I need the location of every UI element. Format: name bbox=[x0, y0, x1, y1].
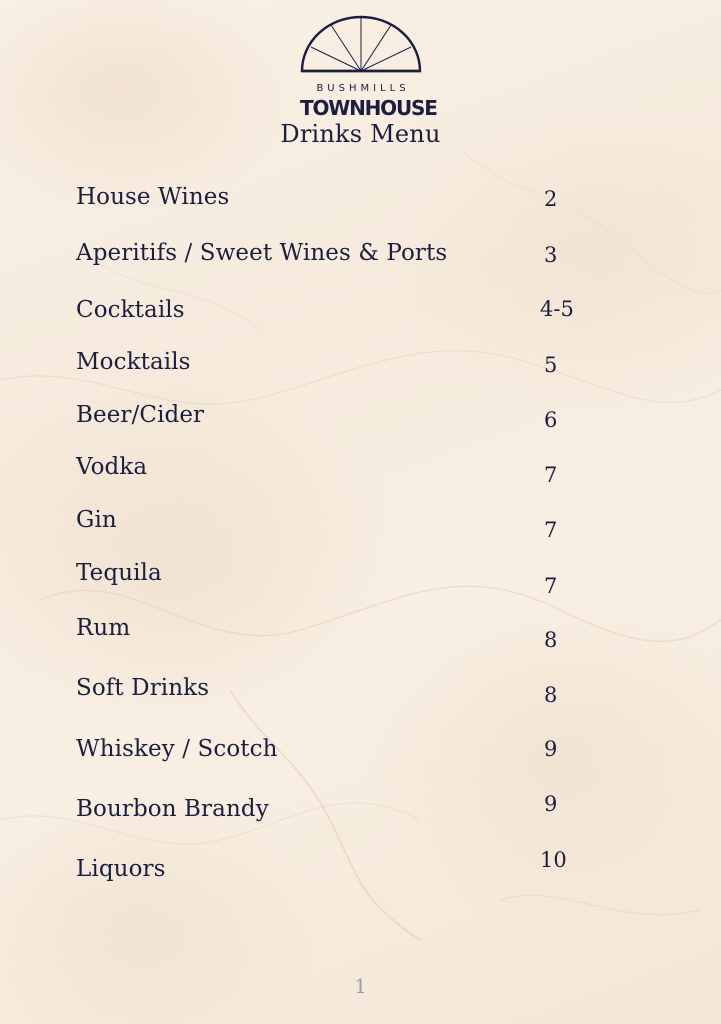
contents-page-tequila: 7 bbox=[544, 574, 558, 598]
contents-item-mocktails: Mocktails bbox=[76, 349, 191, 375]
contents-page-rum: 8 bbox=[544, 628, 558, 652]
contents-page-whiskey-scotch: 9 bbox=[544, 737, 558, 761]
contents-page-vodka: 7 bbox=[544, 463, 558, 487]
brand-top-text: BUSHMILLS bbox=[316, 83, 410, 94]
contents-page-aperitifs: 3 bbox=[544, 243, 558, 267]
contents-page-house-wines: 2 bbox=[544, 187, 558, 211]
page-number: 1 bbox=[354, 974, 367, 998]
contents-page-gin: 7 bbox=[544, 518, 558, 542]
contents-page-cocktails: 4-5 bbox=[540, 297, 574, 321]
contents-page-beer-cider: 6 bbox=[544, 408, 558, 432]
page-title: Drinks Menu bbox=[280, 120, 441, 148]
contents-page-soft-drinks: 8 bbox=[544, 683, 558, 707]
contents-item-bourbon-brandy: Bourbon Brandy bbox=[76, 796, 269, 822]
contents-item-whiskey-scotch: Whiskey / Scotch bbox=[76, 736, 278, 762]
contents-item-vodka: Vodka bbox=[76, 454, 148, 480]
contents-page-liquors: 10 bbox=[540, 848, 567, 872]
contents-item-soft-drinks: Soft Drinks bbox=[76, 675, 210, 701]
contents-item-gin: Gin bbox=[76, 507, 117, 533]
contents-item-house-wines: House Wines bbox=[76, 184, 230, 210]
townhouse-logo bbox=[300, 12, 437, 122]
contents-item-liquors: Liquors bbox=[76, 856, 166, 882]
contents-item-tequila: Tequila bbox=[76, 560, 162, 586]
contents-item-aperitifs: Aperitifs / Sweet Wines & Ports bbox=[76, 240, 448, 266]
brand-main-text: TOWNHOUSE bbox=[300, 96, 437, 120]
contents-item-cocktails: Cocktails bbox=[76, 297, 185, 323]
contents-item-rum: Rum bbox=[76, 615, 131, 641]
contents-item-beer-cider: Beer/Cider bbox=[76, 402, 205, 428]
fanlight-window-icon bbox=[300, 12, 422, 84]
contents-page-bourbon-brandy: 9 bbox=[544, 792, 558, 816]
contents-page-mocktails: 5 bbox=[544, 353, 558, 377]
